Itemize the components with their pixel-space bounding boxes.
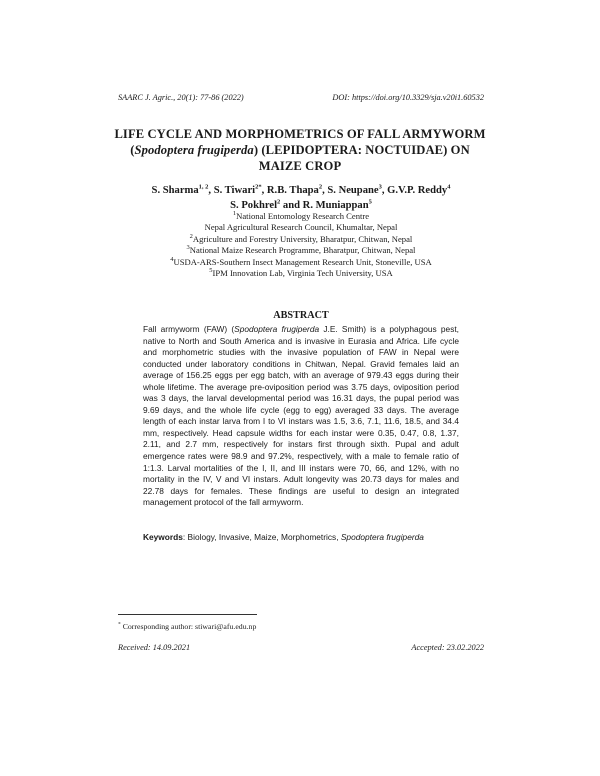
author-affiliation-mark: 5 [368, 198, 372, 206]
affiliation-line: $^1$National Entomology Research Centre [232, 210, 370, 221]
keywords-label: Keywords [143, 532, 183, 542]
paper-title: LIFE CYCLE AND MORPHOMETRICS OF FALL ARMYWORM (Spodoptera frugiperda) (LEPIDOPTERA: NOCTUIDAE) ON MAIZE CROP [114, 127, 486, 173]
keywords: Keywords: Biology, Invasive, Maize, Morphometrics, Spodoptera frugiperda [143, 532, 424, 542]
accepted-date: Accepted: 23.02.2022 [411, 643, 484, 652]
footnote-divider [118, 614, 257, 615]
author-affiliation-mark: 2 [277, 198, 281, 206]
author-name: R. Muniappan [302, 200, 369, 211]
author-name: S. Sharma [151, 185, 199, 196]
author-name: G.V.P. Reddy [387, 185, 448, 196]
received-date: Received: 14.09.2021 [118, 643, 191, 652]
corresponding-author-note: * Corresponding author: stiwari@afu.edu.np [118, 621, 257, 631]
author-affiliation-mark: 1, 2 [198, 183, 209, 191]
abstract-species: Spodoptera frugiperda [234, 324, 320, 334]
author-affiliation-mark: 3 [378, 183, 382, 191]
abstract-body: Fall armyworm (FAW) (Spodoptera frugiperda J.E. Smith) is a polyphagous pest, native to North and South America and is invasive in Eurasia and Africa. Life cycle and morphometric studies with the invasive population of FAW in Nepal were conducted under laboratory conditions in Chitwan, Nepal. Gravid females laid an average of 156.25 eggs per egg batch, with an average of 979.43 eggs during their whole lifetime. The average pre-oviposition period was 3.75 days, oviposition period was 3 days, the larval developmental period was 16.31 days, the pupal period was 9.69 days, and the whole life cycle (egg to egg) averaged 33 days. The average length of each instar larva from I to VI instars was 1.5, 3.6, 7.1, 11.6, 18.5, and 34.4 mm, respectively. Head capsule widths for each instar were 0.35, 0.47, 0.8, 1.37, 2.11, and 2.7 mm, respectively for instars first through sixth. Pupal and adult emergence rates were 98.9 and 97.2%, respectively, with a male to female ratio of 1:1.3. Larval mortalities of the I, II, and III instars were 70, 66, and 12%, with no mortality in the IV, V and VI instars. Adult longevity was 20.73 days for males and 22.78 days for females. These findings are useful to design an integrated management protocol of the fall armyworm. [143, 324, 460, 508]
author-list: S. Sharma$^{1, 2}$, S. Tiwari$^{2*}$, R.B. Thapa$^2$, S. Neupane$^3$, G.V.P. Reddy$^4$ S. Pokhrel$^2$ and R. Muniappan$^5$ [151, 183, 451, 211]
abstract-heading: ABSTRACT [273, 310, 329, 321]
doi: DOI: https://doi.org/10.3329/sja.v20i1.60532 [332, 93, 484, 102]
title-species: Spodoptera frugiperda [134, 143, 254, 157]
author-affiliation-mark: 2 [318, 183, 323, 191]
keywords-species: Spodoptera frugiperda [340, 532, 424, 542]
author-name: S. Tiwari [213, 185, 256, 196]
author-name: S. Pokhrel [230, 200, 278, 211]
author-name: S. Neupane [327, 185, 379, 196]
running-header [118, 93, 484, 102]
journal-citation: SAARC J. Agric., 20(1): 77-86 (2022) [118, 93, 244, 102]
affiliation-line: $^5$IPM Innovation Lab, Virginia Tech University, USA [209, 267, 393, 279]
affiliation-line: Nepal Agricultural Research Council, Khumaltar, Nepal [204, 222, 398, 233]
affiliation-line: $^2$Agriculture and Forestry University, Bharatpur, Chitwan, Nepal [189, 232, 413, 244]
affiliations [118, 211, 484, 279]
submission-dates [118, 643, 484, 652]
author-name: R.B. Thapa [266, 185, 319, 196]
affiliation-line: $^3$National Maize Research Programme, Bharatpur, Chitwan, Nepal [186, 244, 416, 256]
author-affiliation-mark: 4 [447, 183, 451, 191]
author-affiliation-mark: 2* [255, 183, 262, 191]
affiliation-line: $^4$USDA-ARS-Southern Insect Management Research Unit, Stoneville, USA [170, 255, 432, 267]
